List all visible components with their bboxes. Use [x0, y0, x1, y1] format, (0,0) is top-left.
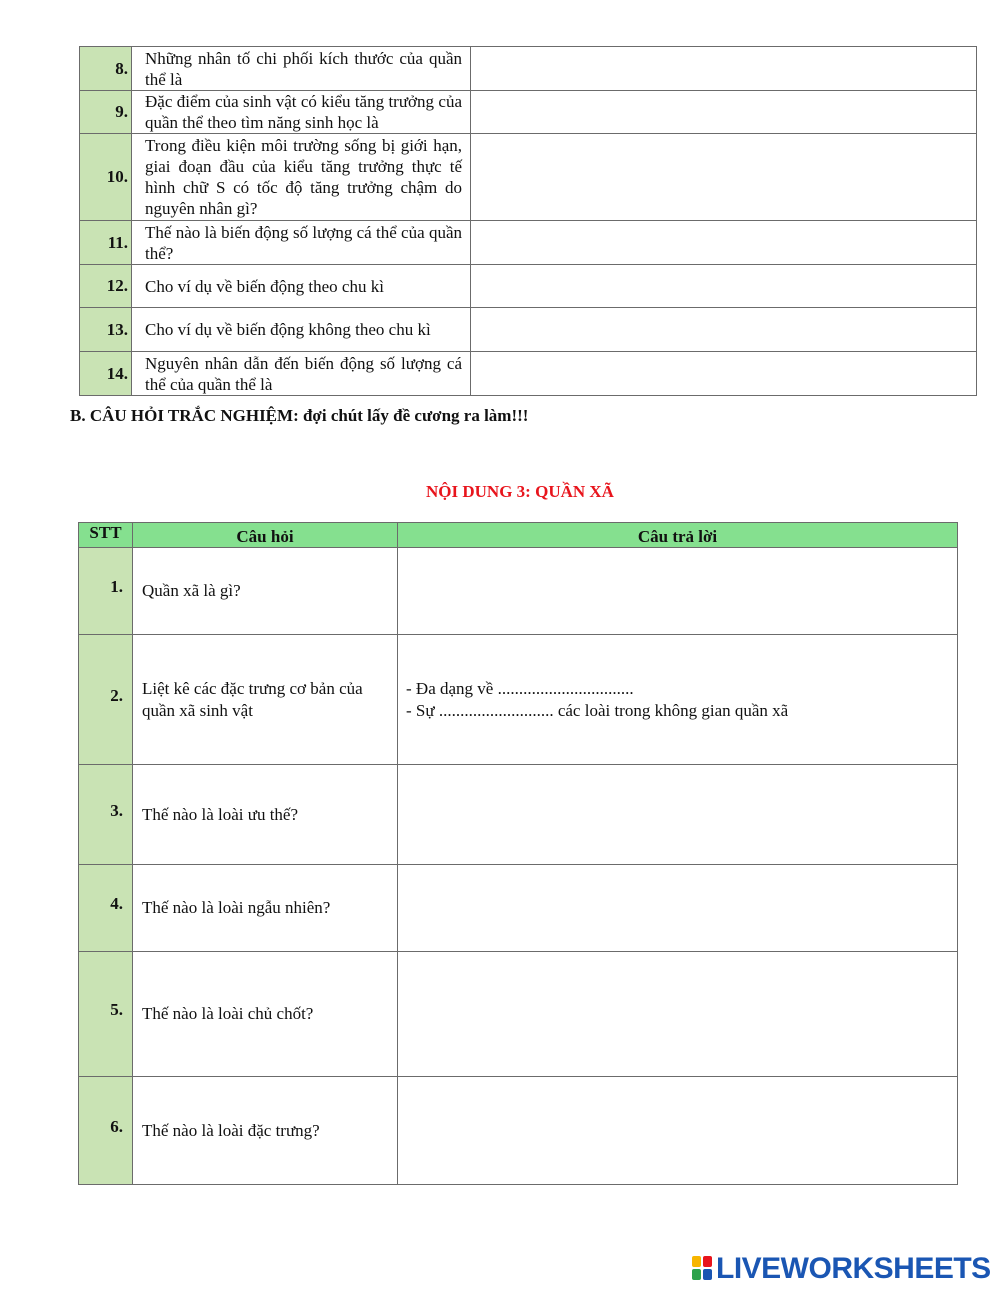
question-cell: Thế nào là loài ngẫu nhiên? [133, 865, 398, 952]
answer-cell[interactable] [471, 265, 977, 308]
table-row [80, 265, 977, 308]
question-cell: Đặc điểm của sinh vật có kiểu tăng trưởng của quần thể theo tìm năng sinh học là [132, 91, 471, 134]
row-number: 6. [79, 1077, 133, 1185]
answer-cell[interactable] [398, 1077, 958, 1185]
answer-cell[interactable] [398, 765, 958, 865]
row-number: 13. [80, 308, 132, 352]
answer-cell[interactable] [398, 865, 958, 952]
logo-square-2 [703, 1256, 712, 1267]
question-cell: Thế nào là loài đặc trưng? [133, 1077, 398, 1185]
row-number: 1. [79, 548, 133, 635]
header-answer: Câu trả lời [398, 523, 958, 548]
table-row [79, 765, 958, 865]
table-row [80, 91, 977, 134]
question-cell: Quần xã là gì? [133, 548, 398, 635]
table-row [80, 308, 977, 352]
question-cell: Thế nào là loài ưu thế? [133, 765, 398, 865]
answer-cell[interactable] [471, 352, 977, 396]
answer-cell[interactable] [398, 548, 958, 635]
answer-cell[interactable] [471, 134, 977, 221]
answer-cell[interactable] [471, 47, 977, 91]
row-number: 10. [80, 134, 132, 221]
answer-cell[interactable] [471, 91, 977, 134]
question-cell: Cho ví dụ về biến động theo chu kì [132, 265, 471, 308]
row-number: 9. [80, 91, 132, 134]
question-cell: Thế nào là biến động số lượng cá thể của quần thể? [132, 221, 471, 265]
liveworksheets-logo [692, 1252, 991, 1286]
row-number: 14. [80, 352, 132, 396]
header-question: Câu hỏi [133, 523, 398, 548]
answer-cell[interactable] [398, 952, 958, 1077]
table-header-row [79, 523, 958, 548]
question-cell: Những nhân tố chi phối kích thước của quần thể là [132, 47, 471, 91]
answer-cell[interactable] [471, 221, 977, 265]
answer-line: - Sự ........................... các loài trong không gian quần xã [406, 700, 789, 720]
table-row [80, 47, 977, 91]
row-number: 2. [79, 635, 133, 765]
answer-cell[interactable] [398, 635, 958, 765]
table-community-questions [78, 522, 958, 1185]
table-population-questions [79, 46, 977, 396]
answer-cell[interactable] [471, 308, 977, 352]
row-number: 11. [80, 221, 132, 265]
logo-square-3 [692, 1269, 701, 1280]
table-row [80, 221, 977, 265]
logo-text: LIVEWORKSHEETS [716, 1252, 991, 1285]
logo-mark-icon [692, 1256, 714, 1282]
question-cell: Cho ví dụ về biến động không theo chu kì [132, 308, 471, 352]
table-row [80, 352, 977, 396]
table-row [79, 635, 958, 765]
answer-line: - Đa dạng về ................................ [406, 678, 634, 698]
table-row [79, 952, 958, 1077]
question-cell: Trong điều kiện môi trường sống bị giới hạn, giai đoạn đầu của kiểu tăng trưởng thực tế hình chữ S có tốc độ tăng trưởng chậm do nguyên nhân gì? [132, 134, 471, 221]
logo-square-4 [703, 1269, 712, 1280]
logo-square-1 [692, 1256, 701, 1267]
header-stt: STT [79, 523, 133, 548]
section-3-title: NỘI DUNG 3: QUẦN XÃ [426, 482, 614, 501]
row-number: 5. [79, 952, 133, 1077]
row-number: 3. [79, 765, 133, 865]
table-row [79, 548, 958, 635]
section-b-heading: B. CÂU HỎI TRẮC NGHIỆM: đợi chút lấy đề cương ra làm!!! [70, 406, 529, 425]
table-row [79, 865, 958, 952]
row-number: 12. [80, 265, 132, 308]
question-cell: Liệt kê các đặc trưng cơ bản của quần xã sinh vật [133, 635, 398, 765]
row-number: 8. [80, 47, 132, 91]
row-number: 4. [79, 865, 133, 952]
table-row [80, 134, 977, 221]
table-row [79, 1077, 958, 1185]
question-cell: Nguyên nhân dẫn đến biến động số lượng cá thể của quần thể là [132, 352, 471, 396]
question-cell: Thế nào là loài chủ chốt? [133, 952, 398, 1077]
